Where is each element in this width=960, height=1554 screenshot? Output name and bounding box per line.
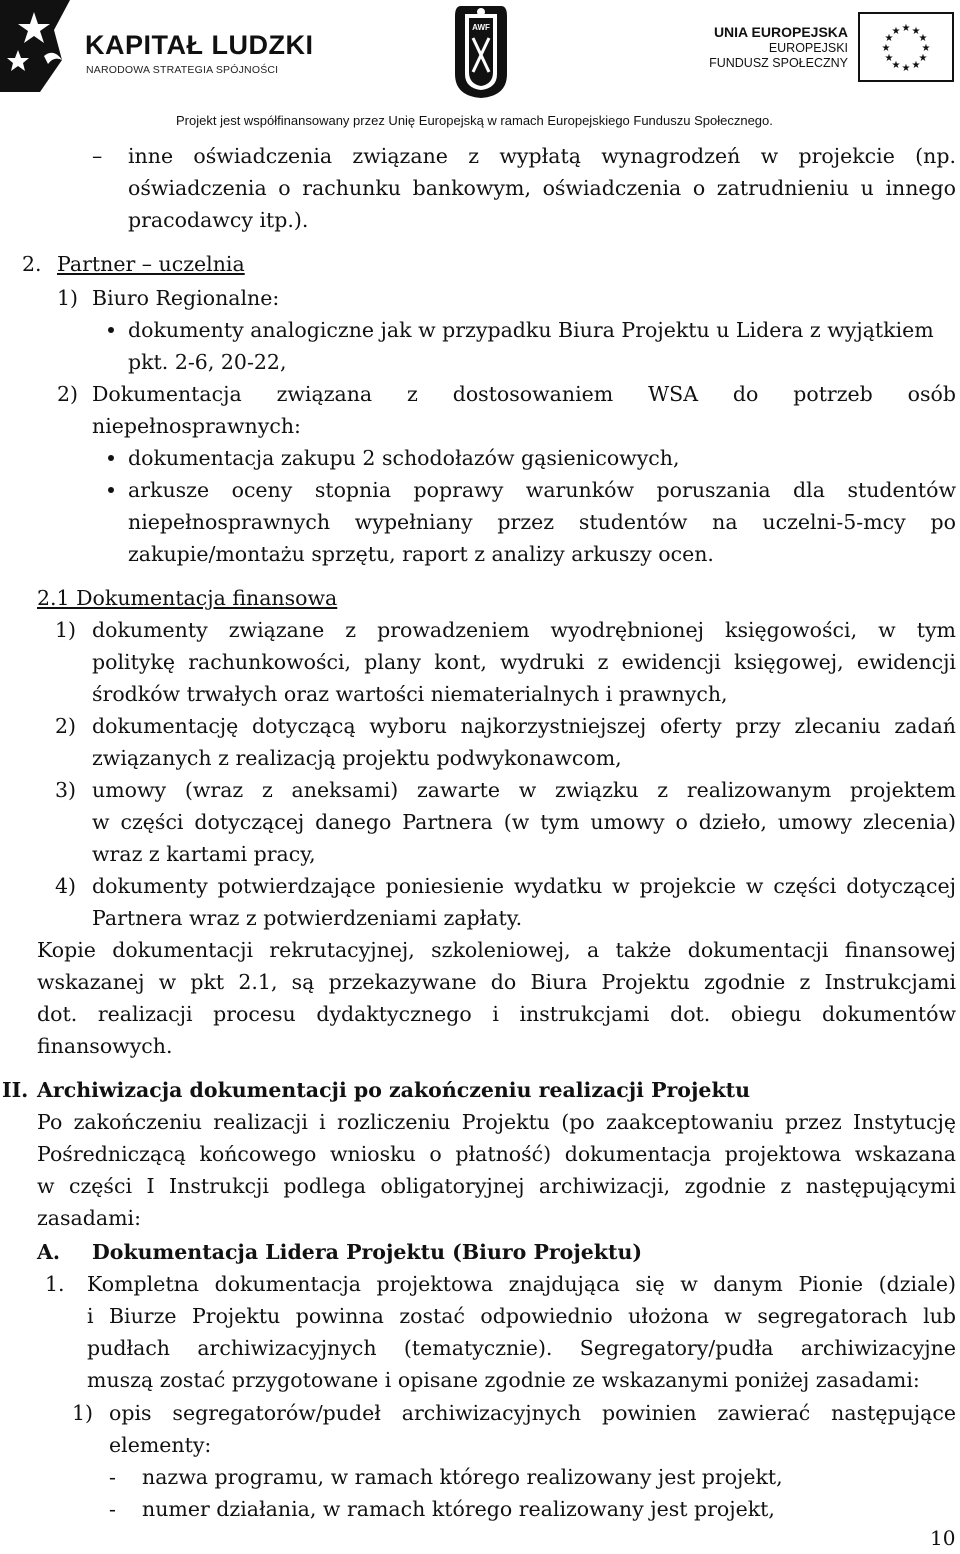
eu-line2: EUROPEJSKI: [768, 41, 848, 55]
dash-marker: -: [109, 1497, 116, 1521]
sub1-title: Biuro Regionalne:: [92, 286, 280, 310]
fin-item2-line-2: związanych z realizacją projektu podwykonawcom,: [92, 746, 622, 770]
fin-item3-marker: 3): [55, 778, 77, 802]
sub2-bullet2-line-2: niepełnosprawnych wypełniany przez studentów na uczelni-5-mcy po: [128, 510, 956, 534]
item-1-line-2: i Biurze Projektu powinna zostać odpowiednio ułożona w segregatorach lub: [87, 1304, 956, 1328]
kl-subtitle: NARODOWA STRATEGIA SPÓJNOŚCI: [86, 64, 279, 76]
section-II-marker: II.: [2, 1078, 29, 1102]
sub2-line-1: Dokumentacja związana z dostosowaniem WSA do potrzeb osób: [92, 382, 956, 406]
bullet-icon: [108, 487, 114, 493]
subsection-A-title: Dokumentacja Lidera Projektu (Biuro Projektu): [92, 1240, 643, 1264]
section-2-title: Partner – uczelnia: [57, 252, 245, 276]
svg-text:★: ★: [921, 43, 931, 54]
subitem-1-line-1: opis segregatorów/pudeł archiwizacyjnych powinien zawierać następujące: [109, 1401, 956, 1425]
svg-text:★: ★: [918, 33, 928, 44]
sub2-bullet2-line-3: zakupie/montażu sprzętu, raport z analizy arkuszy ocen.: [128, 542, 714, 566]
fin-item3-line-3: wraz z kartami pracy,: [92, 842, 316, 866]
awf-label: AWF: [472, 23, 490, 32]
fin-item4-line-2: Partnera wraz z potwierdzeniami zapłaty.: [92, 906, 523, 930]
item-1-line-3: pudłach archiwizacyjnych (tematycznie). Segregatory/pudła archiwizacyjne: [87, 1336, 956, 1360]
element-2: numer działania, w ramach którego realizowany jest projekt,: [142, 1497, 775, 1521]
fin-item1-line-2: politykę rachunkowości, plany kont, wydruki z ewidencji księgowej, ewidencji: [92, 650, 956, 674]
bullet-icon: [108, 327, 114, 333]
item-1-line-1: Kompletna dokumentacja projektowa znajdująca się w danym Pionie (dziale): [87, 1272, 956, 1296]
svg-text:★: ★: [884, 53, 894, 64]
fin-item4-marker: 4): [55, 874, 77, 898]
sub2-line-2: niepełnosprawnych:: [92, 414, 301, 438]
svg-text:★: ★: [901, 63, 911, 74]
section-2-marker: 2.: [22, 252, 42, 276]
cofinancing-note: Projekt jest współfinansowany przez Unię Europejską w ramach Europejskiego Funduszu Społecznego.: [176, 113, 773, 128]
copies-paragraph-line-4: finansowych.: [37, 1034, 173, 1058]
subitem-1-marker: 1): [72, 1401, 94, 1425]
copies-paragraph-line-3: dot. realizacji procesu dydaktycznego i instrukcjami dot. obiegu dokumentów: [37, 1002, 956, 1026]
sub1-marker: 1): [57, 286, 79, 310]
fin-item2-line-1: dokumentację dotyczącą wyboru najkorzystniejszej oferty przy zlecaniu zadań: [92, 714, 956, 738]
section-II-title: Archiwizacja dokumentacji po zakończeniu realizacji Projektu: [37, 1078, 751, 1102]
subitem-1-line-2: elementy:: [109, 1433, 212, 1457]
sub2-bullet1: dokumentacja zakupu 2 schodołazów gąsienicowych,: [128, 446, 680, 470]
eu-flag-icon: [858, 12, 954, 82]
subsection-A-marker: A.: [37, 1240, 61, 1264]
svg-text:★: ★: [891, 26, 901, 37]
svg-text:★: ★: [911, 26, 921, 37]
sub2-marker: 2): [57, 382, 79, 406]
item-1-line-4: muszą zostać przygotowane i opisane zgodnie ze wskazanymi poniżej zasadami:: [87, 1368, 920, 1392]
dash-item-line-2: oświadczenia o rachunku bankowym, oświadczenia o zatrudnieniu u innego: [128, 176, 956, 200]
section-21-title: 2.1 Dokumentacja finansowa: [37, 586, 338, 610]
page-number: 10: [930, 1526, 956, 1550]
kl-title: KAPITAŁ LUDZKI: [85, 30, 314, 60]
copies-paragraph-line-2: wskazanej w pkt 2.1, są przekazywane do Biura Projektu zgodnie z Instrukcjami: [37, 970, 956, 994]
dash-marker: -: [109, 1465, 116, 1489]
svg-text:★: ★: [911, 60, 921, 71]
fin-item1-marker: 1): [55, 618, 77, 642]
dash-marker: –: [92, 144, 103, 168]
bullet-icon: [108, 455, 114, 461]
sub2-bullet2-line-1: arkusze oceny stopnia poprawy warunków poruszania dla studentów: [128, 478, 956, 502]
dash-item-line-1: inne oświadczenia związane z wypłatą wynagrodzeń w projekcie (np.: [128, 144, 956, 168]
sub1-bullet1-line-2: pkt. 2-6, 20-22,: [128, 350, 287, 374]
svg-text:★: ★: [901, 23, 911, 34]
fin-item1-line-3: środków trwałych oraz wartości niematerialnych i prawnych,: [92, 682, 728, 706]
archive-paragraph-line-4: zasadami:: [37, 1206, 142, 1230]
element-1: nazwa programu, w ramach którego realizowany jest projekt,: [142, 1465, 783, 1489]
awf-emblem-icon: [453, 4, 509, 100]
fin-item3-line-1: umowy (wraz z aneksami) zawarte w związku z realizowanym projektem: [92, 778, 956, 802]
kapital-ludzki-logo-icon: [0, 0, 76, 92]
eu-line3: FUNDUSZ SPOŁECZNY: [709, 56, 848, 70]
svg-text:★: ★: [881, 43, 891, 54]
archive-paragraph-line-1: Po zakończeniu realizacji i rozliczeniu Projektu (po zaakceptowaniu przez Instytucję: [37, 1110, 956, 1134]
svg-text:★: ★: [884, 33, 894, 44]
fin-item2-marker: 2): [55, 714, 77, 738]
fin-item1-line-1: dokumenty związane z prowadzeniem wyodrębnionej księgowości, w tym: [92, 618, 956, 642]
fin-item3-line-2: w części dotyczącej danego Partnera (w tym umowy o dzieło, umowy zlecenia): [92, 810, 956, 834]
svg-text:★: ★: [918, 53, 928, 64]
eu-title: UNIA EUROPEJSKA: [713, 24, 848, 40]
archive-paragraph-line-3: w części I Instrukcji podlega obligatoryjnej archiwizacji, zgodnie z następującymi: [37, 1174, 956, 1198]
dash-item-line-3: pracodawcy itp.).: [128, 208, 309, 232]
sub1-bullet1-line-1: dokumenty analogiczne jak w przypadku Biura Projektu u Lidera z wyjątkiem: [128, 318, 934, 342]
fin-item4-line-1: dokumenty potwierdzające poniesienie wydatku w projekcie w części dotyczącej: [92, 874, 956, 898]
archive-paragraph-line-2: Pośredniczącą końcowego wniosku o płatność) dokumentacja projektowa wskazana: [37, 1142, 956, 1166]
item-1-marker: 1.: [45, 1272, 65, 1296]
copies-paragraph-line-1: Kopie dokumentacji rekrutacyjnej, szkoleniowej, a także dokumentacji finansowej: [37, 938, 956, 962]
svg-text:★: ★: [891, 60, 901, 71]
